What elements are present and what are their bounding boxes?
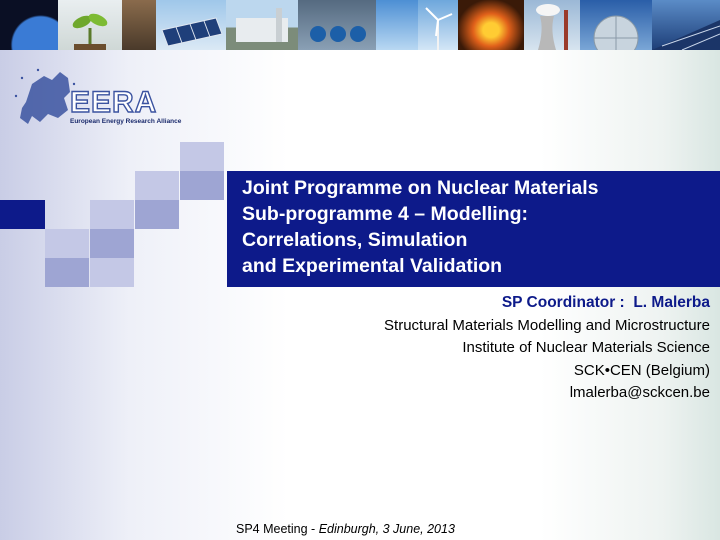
coordinator-label: SP Coordinator : xyxy=(501,294,625,311)
logo-subtitle: European Energy Research Alliance xyxy=(70,118,182,125)
cooling-tower-image xyxy=(524,0,580,50)
contact-email[interactable]: lmalerba@sckcen.be xyxy=(569,384,710,401)
logo-wordmark: EERA xyxy=(70,86,158,119)
sphere-building-image xyxy=(580,0,652,50)
wind-turbine-image xyxy=(418,0,458,50)
decor-square xyxy=(90,200,134,229)
slide-footer xyxy=(236,522,455,536)
earth-image xyxy=(0,0,58,50)
decor-square xyxy=(45,229,89,258)
decor-square xyxy=(135,171,179,200)
decor-square xyxy=(135,200,179,229)
decor-square xyxy=(90,258,134,287)
sky-image xyxy=(376,0,418,50)
decor-square xyxy=(90,229,134,258)
photo-strip xyxy=(0,0,720,50)
power-plant-image xyxy=(226,0,298,50)
footer-prefix: SP4 Meeting - xyxy=(236,522,319,536)
solar-array-image xyxy=(652,0,720,50)
decor-square xyxy=(180,142,224,171)
coordinator-line xyxy=(250,292,710,315)
affiliation-institute: Institute of Nuclear Materials Science xyxy=(462,339,710,356)
coordinator-info xyxy=(250,292,710,405)
slide-title xyxy=(242,175,712,279)
sprout-image xyxy=(58,0,122,50)
title-accent-bar xyxy=(0,200,45,229)
fire-image xyxy=(458,0,524,50)
turbine-hall-image xyxy=(298,0,376,50)
footer-event: Edinburgh, 3 June, 2013 xyxy=(318,522,455,536)
decor-square xyxy=(180,171,224,200)
title-line: Sub-programme 4 – Modelling: xyxy=(242,203,529,225)
title-line: Correlations, Simulation xyxy=(242,229,468,251)
title-line: Joint Programme on Nuclear Materials xyxy=(242,177,599,199)
title-line: and Experimental Validation xyxy=(242,255,503,277)
industrial-image xyxy=(122,0,156,50)
coordinator-name: L. Malerba xyxy=(633,294,710,311)
solar-panel-image xyxy=(156,0,226,50)
affiliation-unit: Structural Materials Modelling and Microstructure xyxy=(384,316,710,334)
decor-square xyxy=(45,258,89,287)
affiliation-organisation: SCK•CEN (Belgium) xyxy=(573,361,710,379)
